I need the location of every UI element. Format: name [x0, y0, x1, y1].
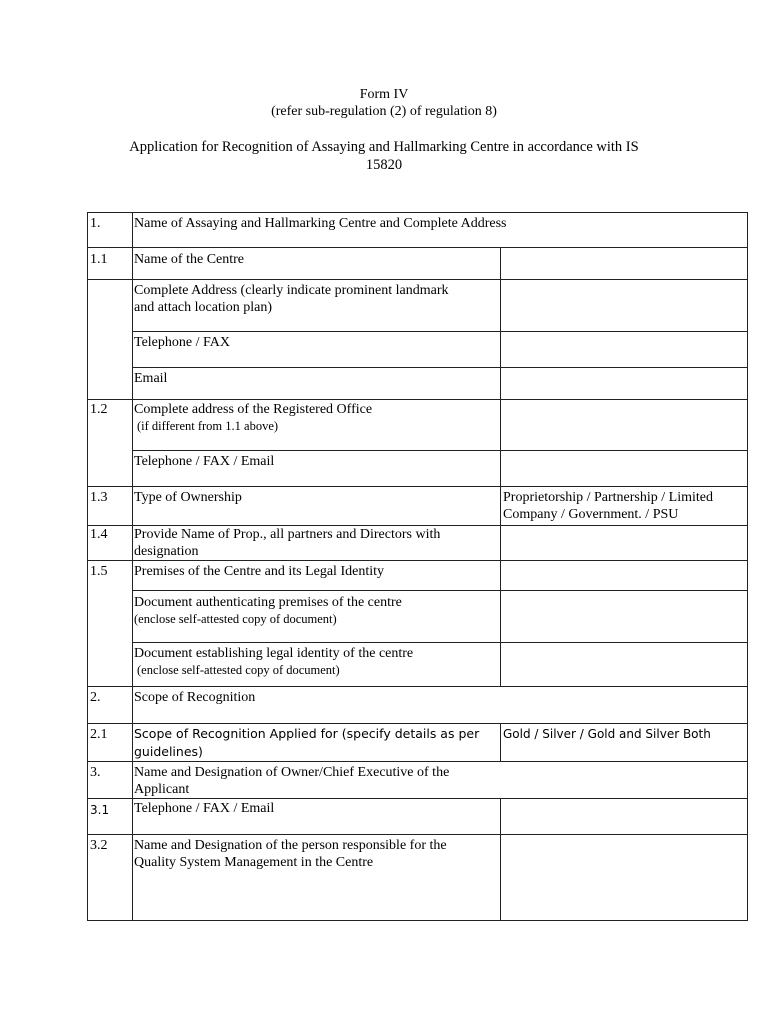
office-contact-field[interactable]: [503, 451, 748, 485]
row-1-5-number: 1.5: [90, 564, 108, 579]
premises-legal-identity-field[interactable]: [503, 561, 748, 589]
form-number: Form IV: [359, 87, 409, 102]
scope-applied-options[interactable]: Gold / Silver / Gold and Silver Both: [503, 727, 711, 741]
application-form-table: [87, 212, 748, 921]
scope-applied-label: Scope of Recognition Applied for (specify details as per guidelines): [134, 726, 480, 759]
legal-identity-document-label: Document establishing legal identity of the centre (enclose self-attested copy of document): [134, 646, 414, 677]
row-1-label: Name of Assaying and Hallmarking Centre and Complete Address: [134, 216, 507, 231]
application-title: [100, 138, 668, 174]
complete-address-field[interactable]: [503, 280, 748, 330]
email-field[interactable]: [503, 368, 748, 398]
ownership-type-label: Type of Ownership: [134, 490, 242, 505]
telephone-fax-label: Telephone / FAX: [134, 335, 230, 350]
premises-legal-identity-label: Premises of the Centre and its Legal Identity: [134, 564, 384, 579]
telephone-fax-field[interactable]: [503, 332, 748, 366]
partners-directors-label: Provide Name of Prop., all partners and Directors with designation: [134, 527, 441, 559]
row-1-3-number: 1.3: [90, 490, 108, 505]
premises-document-label: Document authenticating premises of the centre (enclose self-attested copy of document): [134, 595, 402, 626]
legal-identity-document-field[interactable]: [503, 643, 748, 685]
application-title-line2: 15820: [365, 157, 403, 173]
owner-executive-label: Name and Designation of Owner/Chief Executive of the Applicant: [134, 765, 450, 797]
ownership-type-options[interactable]: Proprietorship / Partnership / Limited Company / Government. / PSU: [503, 490, 713, 522]
row-1-number: 1.: [90, 216, 101, 231]
form-reference: (refer sub-regulation (2) of regulation 8): [271, 104, 497, 119]
office-contact-label: Telephone / FAX / Email: [134, 454, 275, 469]
registered-office-field[interactable]: [503, 400, 748, 449]
premises-document-field[interactable]: [503, 591, 748, 641]
row-3-1-number: 3.1: [90, 803, 110, 817]
scope-of-recognition-heading: Scope of Recognition: [134, 690, 256, 705]
partners-directors-field[interactable]: [503, 526, 748, 560]
row-1-4-number: 1.4: [90, 527, 108, 542]
row-2-1-number: 2.1: [90, 727, 108, 742]
row-1-2-number: 1.2: [90, 402, 108, 417]
row-1-1-label: Name of the Centre: [134, 252, 245, 267]
row-3-2-number: 3.2: [90, 838, 108, 853]
row-1-1-number: 1.1: [90, 252, 108, 267]
application-title-line1: Application for Recognition of Assaying and Hallmarking Centre in accordance with IS: [129, 139, 639, 155]
centre-name-field[interactable]: [503, 248, 748, 278]
email-label: Email: [134, 371, 168, 386]
quality-system-label: Name and Designation of the person responsible for the Quality System Management in the Centre: [134, 838, 447, 870]
complete-address-label: Complete Address (clearly indicate prominent landmark and attach location plan): [134, 283, 449, 315]
quality-system-field[interactable]: [503, 835, 748, 919]
registered-office-label: Complete address of the Registered Office (if different from 1.1 above): [134, 402, 373, 433]
row-2-number: 2.: [90, 690, 101, 705]
owner-contact-label: Telephone / FAX / Email: [134, 801, 275, 816]
row-3-number: 3.: [90, 765, 101, 780]
owner-contact-field[interactable]: [503, 799, 748, 833]
